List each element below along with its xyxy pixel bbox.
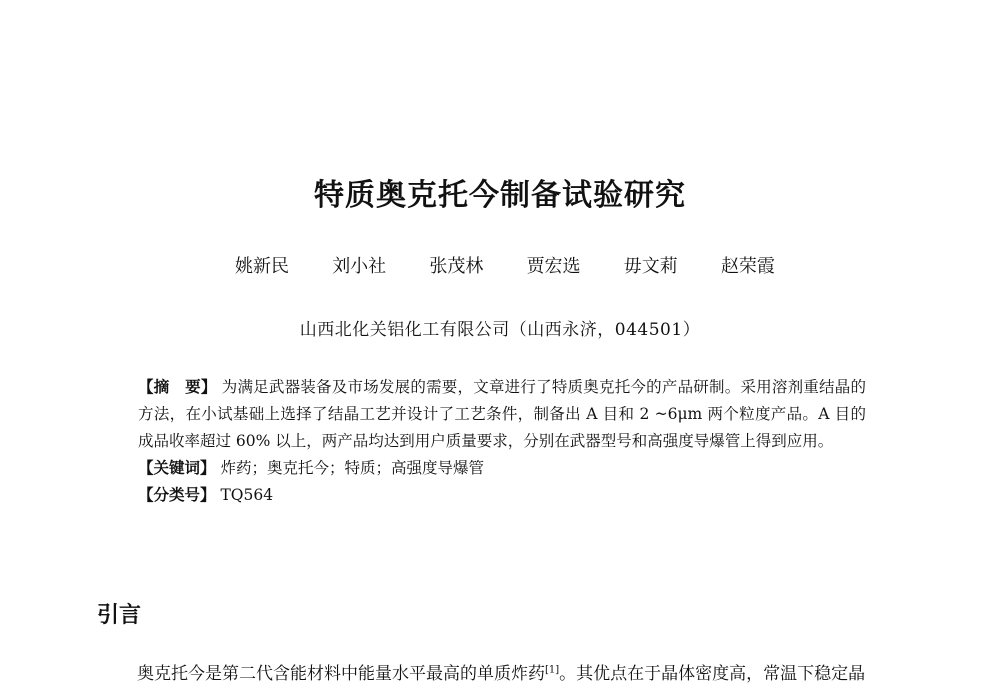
author-name: 刘小社	[332, 256, 387, 277]
author-name: 张茂林	[429, 256, 484, 277]
abstract-text: 为满足武器装备及市场发展的需要，文章进行了特质奥克托今的产品研制。采用溶剂重结晶的方法，在小试基础上选择了结晶工艺并设计了工艺条件，制备出 A 目和 2 ~6μm 两个粒度产品。A 目的成品收率超过 60% 以上，两产品均达到用户质量要求，分别在武器型号和高强度导爆管上得到应用。	[138, 378, 866, 450]
citation-ref[interactable]: [1]	[545, 664, 560, 676]
intro-text-continued: 。其优点在于晶体密度高，常温下稳定晶	[559, 664, 866, 684]
classification-text: TQ564	[220, 486, 274, 504]
author-list	[235, 252, 775, 278]
intro-text: 奥克托今是第二代含能材料中能量水平最高的单质炸药	[137, 664, 545, 684]
author-name: 毋文莉	[623, 256, 678, 277]
author-name: 姚新民	[235, 256, 289, 277]
classification-label: 【分类号】	[138, 486, 216, 504]
affiliation: 山西北化关铝化工有限公司（山西永济，044501）	[299, 320, 701, 340]
paper-title: 特质奥克托今制备试验研究	[314, 178, 686, 213]
intro-paragraph	[137, 659, 937, 684]
abstract-label: 【摘 要】	[138, 378, 217, 396]
abstract-block	[138, 374, 866, 509]
keywords-label: 【关键词】	[138, 459, 216, 477]
keywords-row	[138, 455, 866, 482]
section-heading: 引言	[97, 603, 142, 628]
abstract-paragraph	[138, 374, 866, 455]
author-name: 贾宏选	[526, 256, 581, 277]
author-name: 赵荣霞	[720, 256, 775, 277]
classification-row	[138, 482, 866, 509]
keywords-text: 炸药；奥克托今；特质；高强度导爆管	[220, 459, 484, 477]
